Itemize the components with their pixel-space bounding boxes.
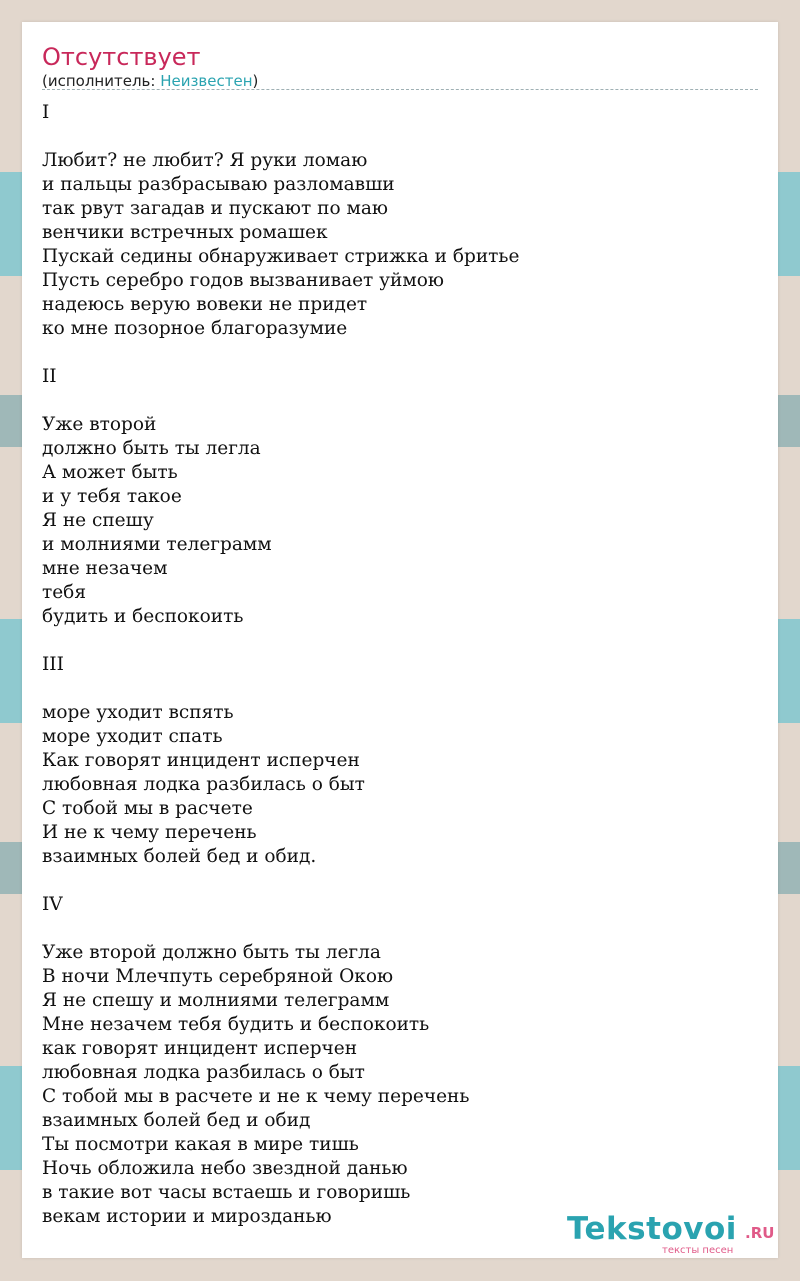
lyric-line: I xyxy=(42,102,50,123)
lyric-line: мне незачем xyxy=(42,558,168,579)
logo-tld: .RU xyxy=(745,1224,775,1242)
lyric-line: В ночи Млечпуть серебряной Окою xyxy=(42,966,394,987)
lyric-line: любовная лодка разбилась о быт xyxy=(42,774,365,795)
lyric-line: и у тебя такое xyxy=(42,486,182,507)
lyric-line: II xyxy=(42,366,57,387)
lyric-line: С тобой мы в расчете xyxy=(42,798,253,819)
artist-suffix: ) xyxy=(252,72,259,90)
lyric-line: IV xyxy=(42,894,63,915)
lyric-line: и пальцы разбрасываю разломавши xyxy=(42,174,395,195)
artist-prefix: (исполнитель: xyxy=(42,72,161,90)
lyric-line: Как говорят инцидент исперчен xyxy=(42,750,360,771)
lyric-line: Пускай седины обнаруживает стрижка и бритье xyxy=(42,246,520,267)
logo-wordmark: Tekstovoi xyxy=(567,1211,737,1247)
lyric-line: III xyxy=(42,654,64,675)
lyrics-card xyxy=(22,22,778,1258)
lyric-line: море уходит спать xyxy=(42,726,223,747)
lyric-line xyxy=(42,629,519,653)
lyric-line xyxy=(42,677,519,701)
lyric-line: Уже второй должно быть ты легла xyxy=(42,942,381,963)
lyric-line: И не к чему перечень xyxy=(42,822,257,843)
lyric-line: и молниями телеграмм xyxy=(42,534,272,555)
lyric-line: Пусть серебро годов вызванивает уймою xyxy=(42,270,445,291)
lyric-line xyxy=(42,341,519,365)
lyric-line: любовная лодка разбилась о быт xyxy=(42,1062,365,1083)
lyric-line: так рвут загадав и пускают по маю xyxy=(42,198,388,219)
lyric-line: Ночь обложила небо звездной данью xyxy=(42,1158,408,1179)
song-title: Отсутствует xyxy=(42,43,201,71)
lyric-line: взаимных болей бед и обид. xyxy=(42,846,317,867)
lyric-line xyxy=(42,869,519,893)
title-divider xyxy=(42,89,758,90)
lyric-line: Уже второй xyxy=(42,414,157,435)
lyric-line: как говорят инцидент исперчен xyxy=(42,1038,358,1059)
site-logo[interactable] xyxy=(567,1212,777,1256)
lyric-line: море уходит вспять xyxy=(42,702,234,723)
lyric-line: должно быть ты легла xyxy=(42,438,261,459)
lyric-line: в такие вот часы встаешь и говоришь xyxy=(42,1182,411,1203)
artist-line xyxy=(42,71,258,91)
logo-tagline: тексты песен xyxy=(662,1245,734,1256)
lyric-line: будить и беспокоить xyxy=(42,606,244,627)
lyric-line: ко мне позорное благоразумие xyxy=(42,318,348,339)
lyric-line: Любит? не любит? Я руки ломаю xyxy=(42,150,368,171)
lyric-line: венчики встречных ромашек xyxy=(42,222,328,243)
artist-link[interactable]: Неизвестен xyxy=(160,72,253,90)
lyric-line: С тобой мы в расчете и не к чему перечень xyxy=(42,1086,470,1107)
lyric-line: взаимных болей бед и обид xyxy=(42,1110,311,1131)
lyric-line xyxy=(42,389,519,413)
lyric-line: надеюсь верую вовеки не придет xyxy=(42,294,368,315)
lyric-line: А может быть xyxy=(42,462,178,483)
lyric-line: Я не спешу и молниями телеграмм xyxy=(42,990,390,1011)
lyric-line: тебя xyxy=(42,582,86,603)
lyric-line: векам истории и мирозданью xyxy=(42,1206,332,1227)
lyric-line xyxy=(42,125,519,149)
lyric-line: Ты посмотри какая в мире тишь xyxy=(42,1134,359,1155)
lyric-line: Я не спешу xyxy=(42,510,154,531)
lyrics-text xyxy=(42,101,519,1229)
lyric-line xyxy=(42,917,519,941)
lyric-line: Мне незачем тебя будить и беспокоить xyxy=(42,1014,430,1035)
